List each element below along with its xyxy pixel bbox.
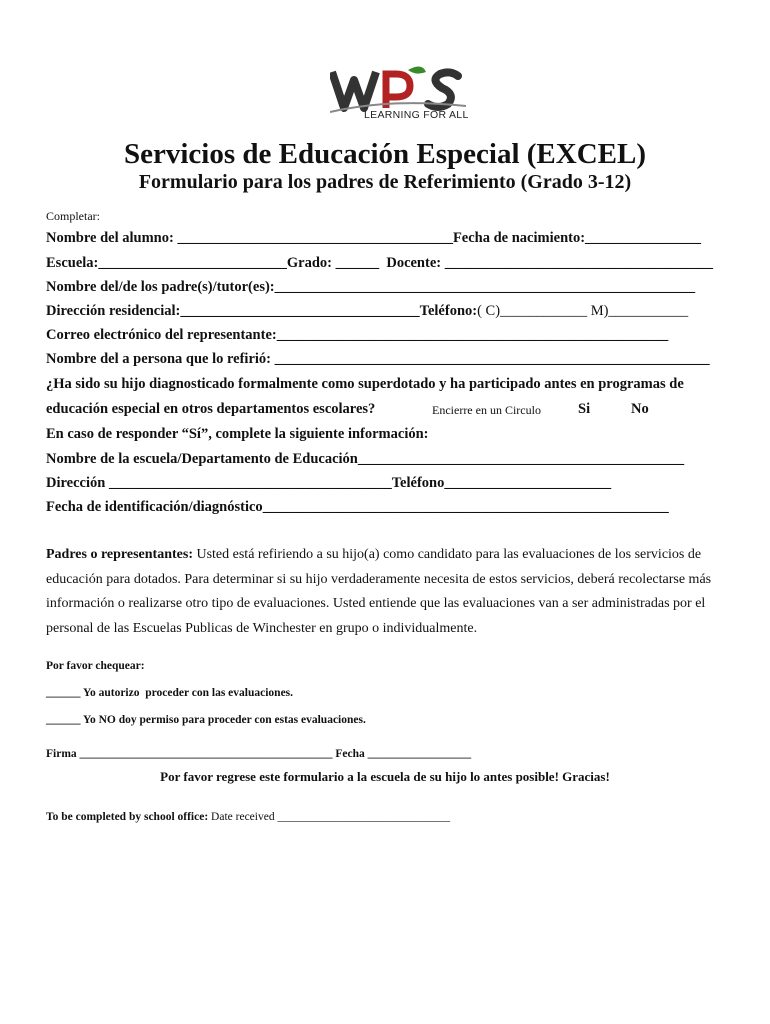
grado-field[interactable]: ______	[331, 255, 383, 271]
docente-field[interactable]: _____________________________________	[441, 255, 713, 271]
check-option-authorize[interactable]: ______ Yo autorizo proceder con las evaluaciones.	[46, 687, 294, 699]
row-escuela-dept	[46, 451, 684, 468]
firma-field[interactable]: ____________________________________________	[76, 748, 333, 760]
telefono-label: Teléfono:	[419, 303, 478, 319]
refirio-label: Nombre del a persona que lo refirió:	[46, 351, 271, 367]
tel-c-field[interactable]: ( C)___________	[477, 303, 580, 319]
wps-logo	[330, 64, 470, 126]
parents-paragraph	[46, 543, 736, 641]
completar-label: Completar:	[46, 209, 100, 223]
office-date-field[interactable]: Date received ______________________________	[208, 811, 450, 823]
row-escuela	[46, 255, 713, 272]
page-subtitle: Formulario para los padres de Referimiento (Grado 3-12)	[138, 171, 632, 193]
padres-label: Nombre del/de los padre(s)/tutor(es):	[46, 279, 275, 295]
firma-fecha-label: Fecha	[332, 748, 365, 760]
alumno-field[interactable]: ______________________________________	[177, 230, 453, 246]
encierre-label: Encierre en un Circulo	[432, 403, 541, 417]
return-note: Por favor regrese este formulario a la escuela de su hijo lo antes posible! Gracias!	[160, 769, 610, 784]
fecha-diag-field[interactable]: ________________________________________________________	[262, 499, 669, 515]
row-direccion	[46, 303, 688, 320]
nacimiento-field[interactable]: ________________	[585, 230, 702, 246]
direccion-field[interactable]: _________________________________	[180, 303, 420, 319]
correo-field[interactable]: ______________________________________________________	[276, 327, 669, 343]
parents-label: Padres o representantes:	[46, 547, 193, 562]
direccion2-label: Dirección	[46, 475, 109, 491]
row-fecha-diag	[46, 499, 669, 516]
row-direccion2	[46, 475, 611, 492]
option-si[interactable]: Si	[578, 401, 591, 417]
option-no[interactable]: No	[631, 401, 649, 417]
parents-text: Usted está refiriendo a su hijo(a) como candidato para las evaluaciones de los servicios de educación para dotados. Para determinar si su hijo verdaderamente necesita de estos servicios, deberá recolectarse más información o realizarse otro tipo de evaluaciones. Usted entiende que las evaluaciones van a ser administradas por el personal de las Escuelas Publicas de Winchester en grupo o individualmente.	[46, 547, 712, 636]
caso-instruction: En caso de responder “Sí”, complete la siguiente información:	[46, 426, 429, 442]
direccion-label: Dirección residencial:	[46, 303, 181, 319]
telefono2-field[interactable]: _______________________	[444, 475, 612, 491]
logo-tagline: LEARNING FOR ALL	[364, 109, 469, 121]
row-refirio	[46, 351, 710, 368]
correo-label: Correo electrónico del representante:	[46, 327, 277, 343]
firma-fecha-field[interactable]: __________________	[364, 748, 472, 760]
escuela-dept-label: Nombre de la escuela/Departamento de Educación	[46, 451, 358, 467]
question-text: educación especial en otros departamentos escolares?	[46, 401, 376, 417]
docente-label: Docente:	[382, 255, 442, 271]
office-label: To be completed by school office:	[46, 811, 209, 823]
wps-logo-graphic	[330, 64, 470, 114]
fecha-diag-label: Fecha de identificación/diagnóstico	[46, 499, 263, 515]
question-line-1: ¿Ha sido su hijo diagnosticado formalmente como superdotado y ha participado antes en programas de	[46, 376, 684, 392]
check-option-deny[interactable]: ______ Yo NO doy permiso para proceder con estas evaluaciones.	[46, 714, 366, 726]
firma-label: Firma	[46, 748, 77, 760]
escuela-dept-field[interactable]: _____________________________________________	[357, 451, 685, 467]
grado-label: Grado:	[286, 255, 332, 271]
refirio-field[interactable]: ____________________________________________________________	[271, 351, 710, 367]
direccion2-field[interactable]: _______________________________________	[108, 475, 392, 491]
telefono2-label: Teléfono	[391, 475, 445, 491]
row-office	[46, 811, 450, 823]
row-alumno	[46, 230, 701, 247]
alumno-label: Nombre del alumno:	[46, 230, 174, 246]
row-firma	[46, 748, 471, 760]
escuela-field[interactable]: __________________________	[98, 255, 287, 271]
padres-field[interactable]: __________________________________________________________	[274, 279, 696, 295]
tel-m-field[interactable]: _ M)___________	[579, 303, 689, 319]
page-title: Servicios de Educación Especial (EXCEL)	[123, 138, 646, 170]
question-line-2	[46, 401, 649, 418]
escuela-label: Escuela:	[46, 255, 99, 271]
row-correo	[46, 327, 668, 344]
row-padres	[46, 279, 695, 296]
nacimiento-label: Fecha de nacimiento:	[452, 230, 586, 246]
check-header: Por favor chequear:	[46, 660, 145, 672]
